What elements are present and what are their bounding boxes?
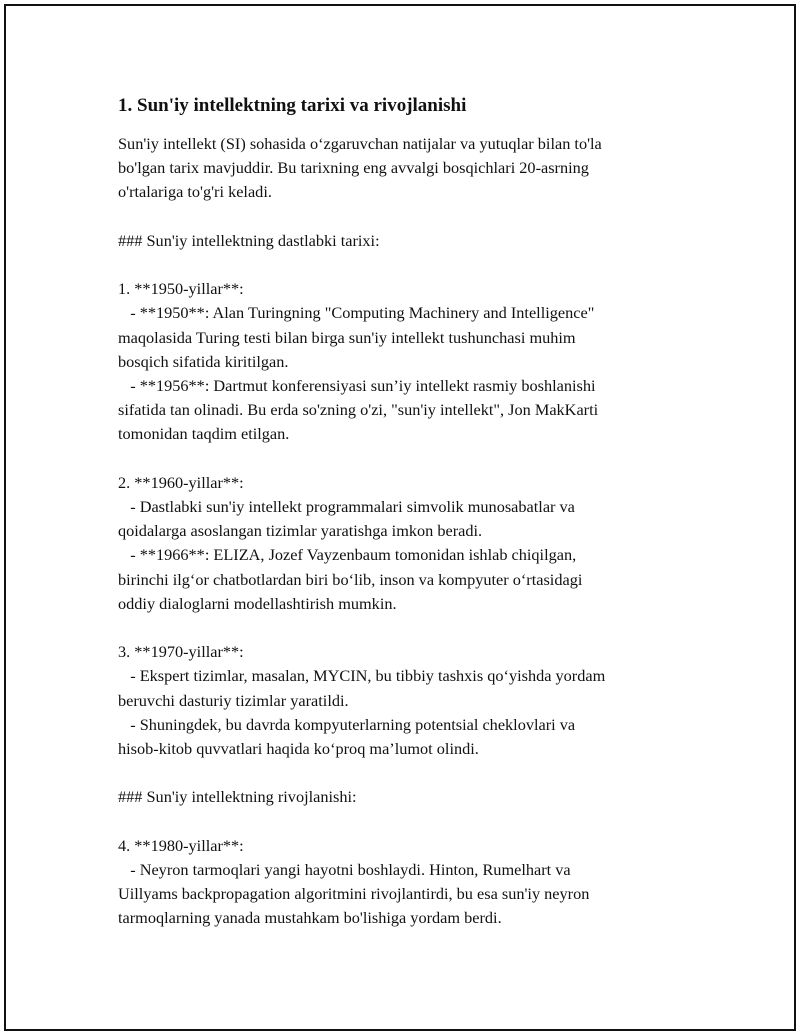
- era-1950s-line: - **1956**: Dartmut konferensiyasi sun’iy intellekt rasmiy boshlanishi: [118, 376, 596, 395]
- intro-line: bo'lgan tarix mavjuddir. Bu tarixning eng avvalgi bosqichlari 20-asrning: [118, 158, 589, 178]
- era-title-1980s: 4. **1980-yillar**:: [118, 835, 244, 855]
- document-heading: 1. Sun'iy intellektning tarixi va rivojlanishi: [118, 95, 467, 116]
- era-1970s-line: - Shuningdek, bu davrda kompyuterlarning potentsial cheklovlari va: [118, 714, 576, 734]
- era-1960s-line: - **1966**: ELIZA, Jozef Vayzenbaum tomonidan ishlab chiqilgan,: [118, 545, 577, 565]
- era-1980s-line: Uillyams backpropagation algoritmini rivojlantirdi, bu esa sun'iy neyron: [118, 884, 590, 904]
- era-1960s-line: oddiy dialoglarni modellashtirish mumkin.: [118, 593, 397, 613]
- era-1970s-line: beruvchi dasturiy tizimlar yaratildi.: [118, 690, 349, 710]
- era-1960s-line: birinchi ilgʻor chatbotlardan biri boʻlib, inson va kompyuter oʻrtasidagi: [118, 569, 583, 589]
- era-title-1950s: 1. **1950-yillar**:: [118, 279, 244, 299]
- section-title-early-history: ### Sun'iy intellektning dastlabki tarixi:: [118, 230, 380, 250]
- era-1980s-line: tarmoqlarning yanada mustahkam bo'lishiga yordam berdi.: [118, 908, 502, 928]
- era-1950s-line: maqolasida Turing testi bilan birga sun'iy intellekt tushunchasi muhim: [118, 327, 576, 347]
- document-body: [118, 92, 688, 931]
- era-1960s-line: - Dastlabki sun'iy intellekt programmalari simvolik munosabatlar va: [118, 497, 575, 516]
- era-1950s-line: tomonidan taqdim etilgan.: [118, 424, 290, 444]
- section-title-development: ### Sun'iy intellektning rivojlanishi:: [118, 787, 357, 807]
- intro-line: Sun'iy intellekt (SI) sohasida oʻzgaruvchan natijalar va yutuqlar bilan to'la: [118, 134, 602, 153]
- era-1970s-line: hisob-kitob quvvatlari haqida koʻproq maʼlumot olindi.: [118, 739, 479, 759]
- era-1970s-line: - Ekspert tizimlar, masalan, MYCIN, bu tibbiy tashxis qoʻyishda yordam: [118, 666, 606, 686]
- era-1980s-line: - Neyron tarmoqlari yangi hayotni boshlaydi. Hinton, Rumelhart va: [118, 860, 571, 879]
- era-1950s-line: - **1950**: Alan Turingning "Computing Machinery and Intelligence": [118, 303, 595, 323]
- era-title-1970s: 3. **1970-yillar**:: [118, 642, 244, 662]
- era-title-1960s: 2. **1960-yillar**:: [118, 472, 244, 492]
- intro-line: o'rtalariga to'g'ri keladi.: [118, 182, 272, 202]
- era-1950s-line: sifatida tan olinadi. Bu erda so'zning o'zi, "sun'iy intellekt", Jon MakKarti: [118, 400, 599, 420]
- era-1950s-line: bosqich sifatida kiritilgan.: [118, 351, 289, 371]
- era-1960s-line: qoidalarga asoslangan tizimlar yaratishga imkon beradi.: [118, 521, 483, 541]
